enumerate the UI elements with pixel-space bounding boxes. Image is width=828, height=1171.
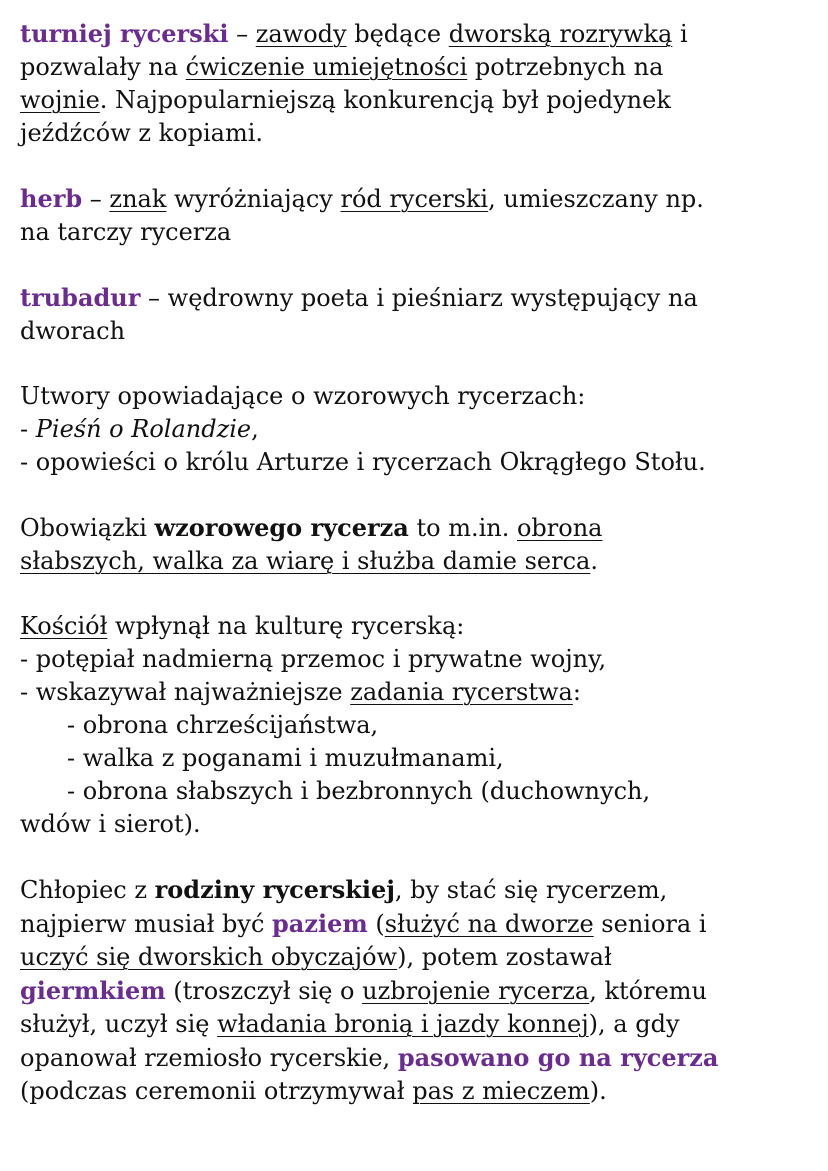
- term-herb: herb: [20, 184, 83, 213]
- text: -: [20, 415, 36, 443]
- text: Utwory opowiadające o wzorowych rycerzach:: [20, 382, 586, 410]
- list-item: [20, 413, 810, 446]
- text: ), potem zostawał: [397, 943, 612, 971]
- paragraph-herb: [20, 182, 810, 249]
- underlined-text: znak: [109, 185, 167, 213]
- underlined-text: zawody: [255, 20, 347, 48]
- text: - wskazywał najważniejsze: [20, 678, 351, 706]
- text: (troszczył się o: [165, 977, 363, 1005]
- text-line: [20, 974, 810, 1008]
- sub-list-item: [20, 742, 810, 775]
- underlined-text: władania bronią i jazdy konnej: [217, 1010, 589, 1038]
- text-line: [20, 941, 810, 974]
- paragraph-obowiazki: [20, 511, 810, 578]
- text: - walka z poganami i muzułmanami,: [67, 744, 504, 772]
- text: - obrona słabszych i bezbronnych (duchownych,: [67, 777, 651, 805]
- text: jeźdźców z kopiami.: [20, 119, 264, 147]
- text: potrzebnych na: [467, 53, 664, 81]
- text: , umieszczany np.: [488, 185, 704, 213]
- text: wdów i sierot).: [20, 810, 201, 838]
- text: :: [572, 678, 581, 706]
- text: pozwalały na: [20, 53, 186, 81]
- notes-page: [20, 17, 810, 1140]
- text: - opowieści o królu Arturze i rycerzach Okrągłego Stołu.: [20, 448, 706, 476]
- text: i: [672, 20, 688, 48]
- underlined-text: pas z mieczem: [412, 1077, 590, 1105]
- paragraph-chlopiec: [20, 873, 810, 1108]
- text: – wędrowny poeta i pieśniarz występujący na: [140, 284, 698, 312]
- text: –: [82, 185, 110, 213]
- term-pasowanie: pasowano go na rycerza: [397, 1043, 719, 1072]
- text: to m.in.: [408, 514, 517, 542]
- bold-text: rodziny rycerskiej: [154, 875, 395, 904]
- sub-list-item: [20, 709, 810, 742]
- underlined-text: Kościół: [20, 612, 108, 640]
- text: .: [590, 547, 598, 575]
- text: –: [228, 20, 256, 48]
- text: wyróżniający: [166, 185, 341, 213]
- text-line: [20, 182, 810, 216]
- bold-text: wzorowego rycerza: [154, 513, 409, 542]
- text: najpierw musiał być: [20, 910, 273, 938]
- text: , któremu: [589, 977, 708, 1005]
- underlined-text: obrona: [516, 514, 603, 542]
- text-line: [20, 117, 810, 150]
- paragraph-kosciol: [20, 610, 810, 841]
- text: . Najpopularniejszą konkurencją był pojedynek: [99, 86, 671, 114]
- underlined-text: służyć na dworze: [384, 910, 594, 938]
- text-line: [20, 1075, 810, 1108]
- text: opanował rzemiosło rycerskie,: [20, 1044, 398, 1072]
- text: będące: [346, 20, 449, 48]
- text-line: [20, 1008, 810, 1041]
- underlined-text: dworską rozrywką: [448, 20, 673, 48]
- paragraph-utwory: [20, 380, 810, 479]
- sub-list-item: [20, 775, 810, 808]
- text-line: [20, 17, 810, 51]
- text-line: [20, 873, 810, 907]
- underlined-text: słabszych, walka za wiarę i służba damie serca: [20, 547, 591, 575]
- text: seniora i: [593, 910, 707, 938]
- text: , by stać się rycerzem,: [394, 876, 668, 904]
- text-line: [20, 216, 810, 249]
- underlined-text: wojnie: [20, 86, 100, 114]
- italic-title: Pieśń o Rolandzie: [35, 415, 252, 443]
- text-line: [20, 51, 810, 84]
- paragraph-turniej: [20, 17, 810, 150]
- term-giermek: giermkiem: [20, 976, 166, 1005]
- term-trubadur: trubadur: [20, 283, 141, 312]
- underlined-text: ćwiczenie umiejętności: [185, 53, 468, 81]
- underlined-text: ród rycerski: [340, 185, 489, 213]
- text: na tarczy rycerza: [20, 218, 232, 246]
- text: Chłopiec z: [20, 876, 155, 904]
- text-line: [20, 380, 810, 413]
- list-item: [20, 676, 810, 709]
- text: wpłynął na kulturę rycerską:: [107, 612, 465, 640]
- text-line: [20, 610, 810, 643]
- text-line: [20, 545, 810, 578]
- text: ), a gdy: [588, 1010, 680, 1038]
- text: (: [367, 910, 385, 938]
- text: - obrona chrześcijaństwa,: [67, 711, 379, 739]
- underlined-text: uzbrojenie rycerza: [362, 977, 590, 1005]
- underlined-text: zadania rycerstwa: [350, 678, 573, 706]
- text: (podczas ceremonii otrzymywał: [20, 1077, 413, 1105]
- text-line: [20, 808, 810, 841]
- term-turniej-rycerski: turniej rycerski: [20, 19, 229, 48]
- text-line: [20, 84, 810, 117]
- text-line: [20, 315, 810, 348]
- paragraph-trubadur: [20, 281, 810, 348]
- underlined-text: uczyć się dworskich obyczajów: [20, 943, 398, 971]
- text-line: [20, 907, 810, 941]
- term-paz: paziem: [272, 909, 368, 938]
- text: - potępiał nadmierną przemoc i prywatne wojny,: [20, 645, 607, 673]
- list-item: [20, 446, 810, 479]
- text: służył, uczył się: [20, 1010, 218, 1038]
- text: ,: [251, 415, 259, 443]
- text-line: [20, 511, 810, 545]
- text: Obowiązki: [20, 514, 155, 542]
- text-line: [20, 281, 810, 315]
- text: dworach: [20, 317, 126, 345]
- list-item: [20, 643, 810, 676]
- text: ).: [589, 1077, 607, 1105]
- text-line: [20, 1041, 810, 1075]
